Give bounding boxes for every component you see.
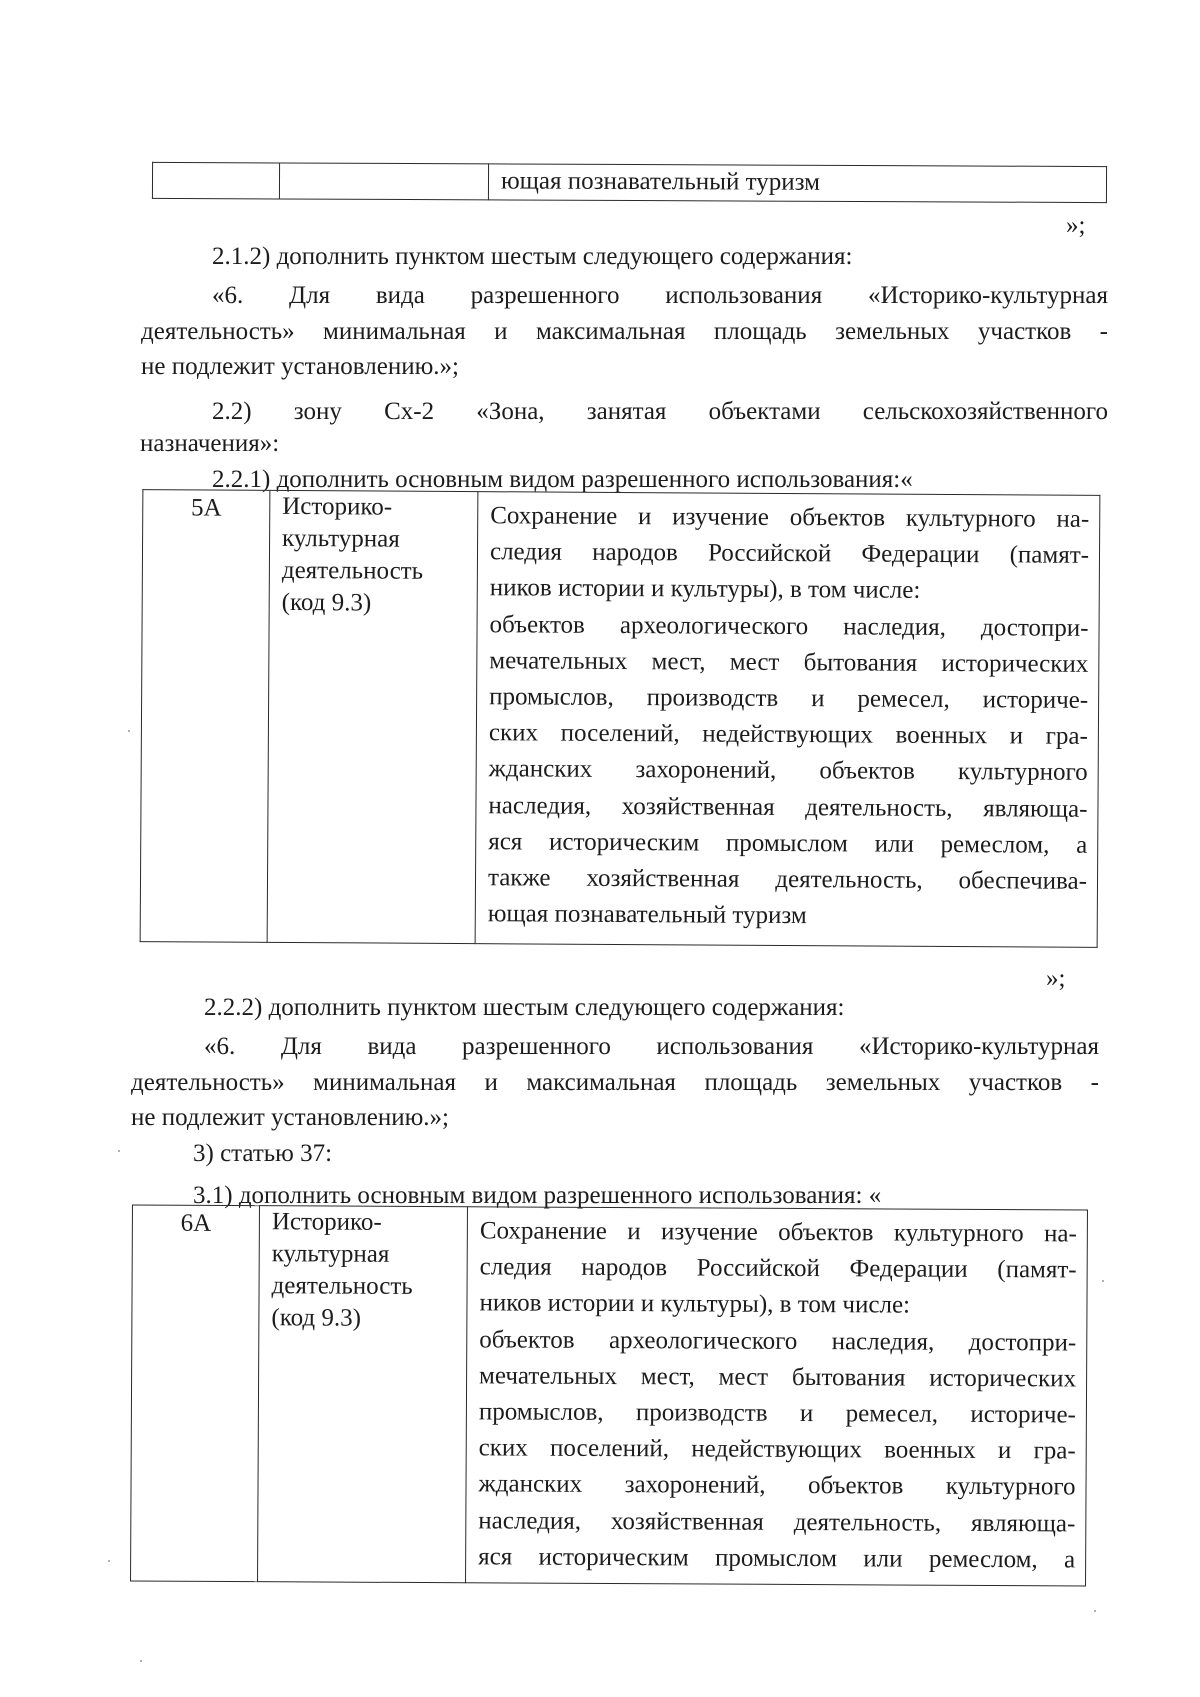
scan-speck xyxy=(1094,1610,1096,1612)
scan-speck xyxy=(108,1560,110,1562)
table-5a-desc-line: ников истории и культуры), в том числе: xyxy=(489,574,921,605)
table-6a-name-line: культурная xyxy=(271,1240,390,1268)
table-5a-desc-line: яся историческим промыслом или ремеслом, а xyxy=(488,828,1088,859)
table-5a-desc-cell xyxy=(475,492,1100,948)
table-6a-desc-line: следия народов Российской Федерации (памят- xyxy=(479,1253,1077,1284)
table-5a-desc-line: ских поселений, недействующих военных и гра- xyxy=(488,719,1088,751)
top-table-desc-cell xyxy=(488,164,1106,203)
quote-1-line-3: не подлежит установлению.»; xyxy=(141,353,459,380)
table-6a-desc-line: ских поселений, недействующих военных и гра- xyxy=(478,1434,1076,1465)
paragraph-2-2-1: 2.2.1) дополнить основным видом разрешенного использования:« xyxy=(212,466,913,493)
scan-speck xyxy=(1102,1280,1104,1282)
paragraph-3-1: 3.1) дополнить основным видом разрешенного использования: « xyxy=(193,1182,882,1209)
table-6a-name-line: Историко- xyxy=(271,1208,382,1236)
scan-speck xyxy=(118,1150,120,1152)
table-6a-desc-line: ников истории и культуры), в том числе: xyxy=(479,1289,911,1319)
table-6a-desc-line: жданских захоронений, объектов культурного xyxy=(478,1470,1076,1501)
quote-2-line-3: не подлежит установлению.»; xyxy=(131,1104,449,1131)
table-5a-name-line: деятельность xyxy=(281,556,424,585)
paragraph-3: 3) статью 37: xyxy=(193,1140,333,1167)
table-5a-desc-line: мечательных мест, мест бытования исторических xyxy=(489,647,1089,678)
table-5a-name-line: культурная xyxy=(282,524,400,553)
table-5a-number: 5А xyxy=(190,494,222,522)
paragraph-2-2-2: 2.2.2) дополнить пунктом шестым следующего содержания: xyxy=(204,994,845,1021)
table-5a-desc-line: ющая познавательный туризм xyxy=(487,900,807,930)
table-5a-desc-line: также хозяйственная деятельность, обеспечива- xyxy=(487,864,1088,895)
table-6a-desc-line: мечательных мест, мест бытования исторических xyxy=(479,1362,1077,1393)
table-5a-desc-line: следия народов Российской Федерации (памят- xyxy=(489,538,1090,570)
quote-2-line-2: деятельность» минимальная и максимальная площадь земельных участков - xyxy=(131,1069,1099,1096)
table-5a-desc-line: жданских захоронений, объектов культурного xyxy=(488,755,1088,787)
table-6a-name-line: деятельность xyxy=(271,1272,413,1300)
table-6a-desc-line: наследия, хозяйственная деятельность, являюща- xyxy=(478,1506,1076,1538)
table-6a-desc-line: промыслов, производств и ремесел, историче- xyxy=(478,1398,1076,1429)
top-table-desc-text: ющая познавательный туризм xyxy=(500,167,821,196)
top-table-name-cell xyxy=(279,163,488,200)
table-6a-desc-line: яся историческим промыслом или ремеслом, а xyxy=(478,1543,1076,1574)
quote-1-line-2: деятельность» минимальная и максимальная площадь земельных участков - xyxy=(141,318,1108,345)
table-5a-name-line: Историко- xyxy=(282,492,393,521)
table-6a xyxy=(130,1204,1088,1586)
table-5a-desc-line: Сохранение и изучение объектов культурного на- xyxy=(490,502,1090,533)
quote-1-line-1: «6. Для вида разрешенного использования «Историко-культурная xyxy=(212,282,1108,309)
close-quote-1: »; xyxy=(1066,212,1086,239)
table-5a-number-cell xyxy=(140,490,270,943)
top-table xyxy=(152,162,1107,203)
table-5a-name-cell xyxy=(267,490,478,943)
paragraph-2-2-line-2: назначения»: xyxy=(140,430,280,457)
table-6a-desc-cell xyxy=(466,1207,1088,1586)
scan-speck xyxy=(128,730,130,732)
table-5a-desc-line: наследия, хозяйственная деятельность, являюща- xyxy=(488,791,1088,823)
table-6a-name-line: (код 9.3) xyxy=(271,1304,362,1332)
table-5a xyxy=(140,489,1101,948)
table-6a-desc-line: Сохранение и изучение объектов культурного на- xyxy=(479,1217,1077,1248)
paragraph-2-1-2: 2.1.2) дополнить пунктом шестым следующего содержания: xyxy=(212,243,853,270)
table-5a-desc-line: промыслов, производств и ремесел, историче- xyxy=(489,683,1089,714)
table-5a-desc-line: объектов археологического наследия, достопри- xyxy=(489,610,1089,642)
table-6a-name-cell xyxy=(258,1206,468,1583)
table-6a-number-cell xyxy=(131,1205,260,1582)
quote-2-line-1: «6. Для вида разрешенного использования «Историко-культурная xyxy=(204,1033,1099,1060)
table-6a-desc-line: объектов археологического наследия, достопри- xyxy=(479,1325,1077,1357)
table-5a-name-line: (код 9.3) xyxy=(281,588,372,617)
close-quote-2: »; xyxy=(1046,965,1066,992)
top-table-number-cell xyxy=(152,162,279,199)
table-6a-number: 6А xyxy=(180,1209,212,1237)
scan-speck xyxy=(140,1660,142,1662)
paragraph-2-2-line-1: 2.2) зону Сх-2 «Зона, занятая объектами сельскохозяйственного xyxy=(212,398,1108,425)
